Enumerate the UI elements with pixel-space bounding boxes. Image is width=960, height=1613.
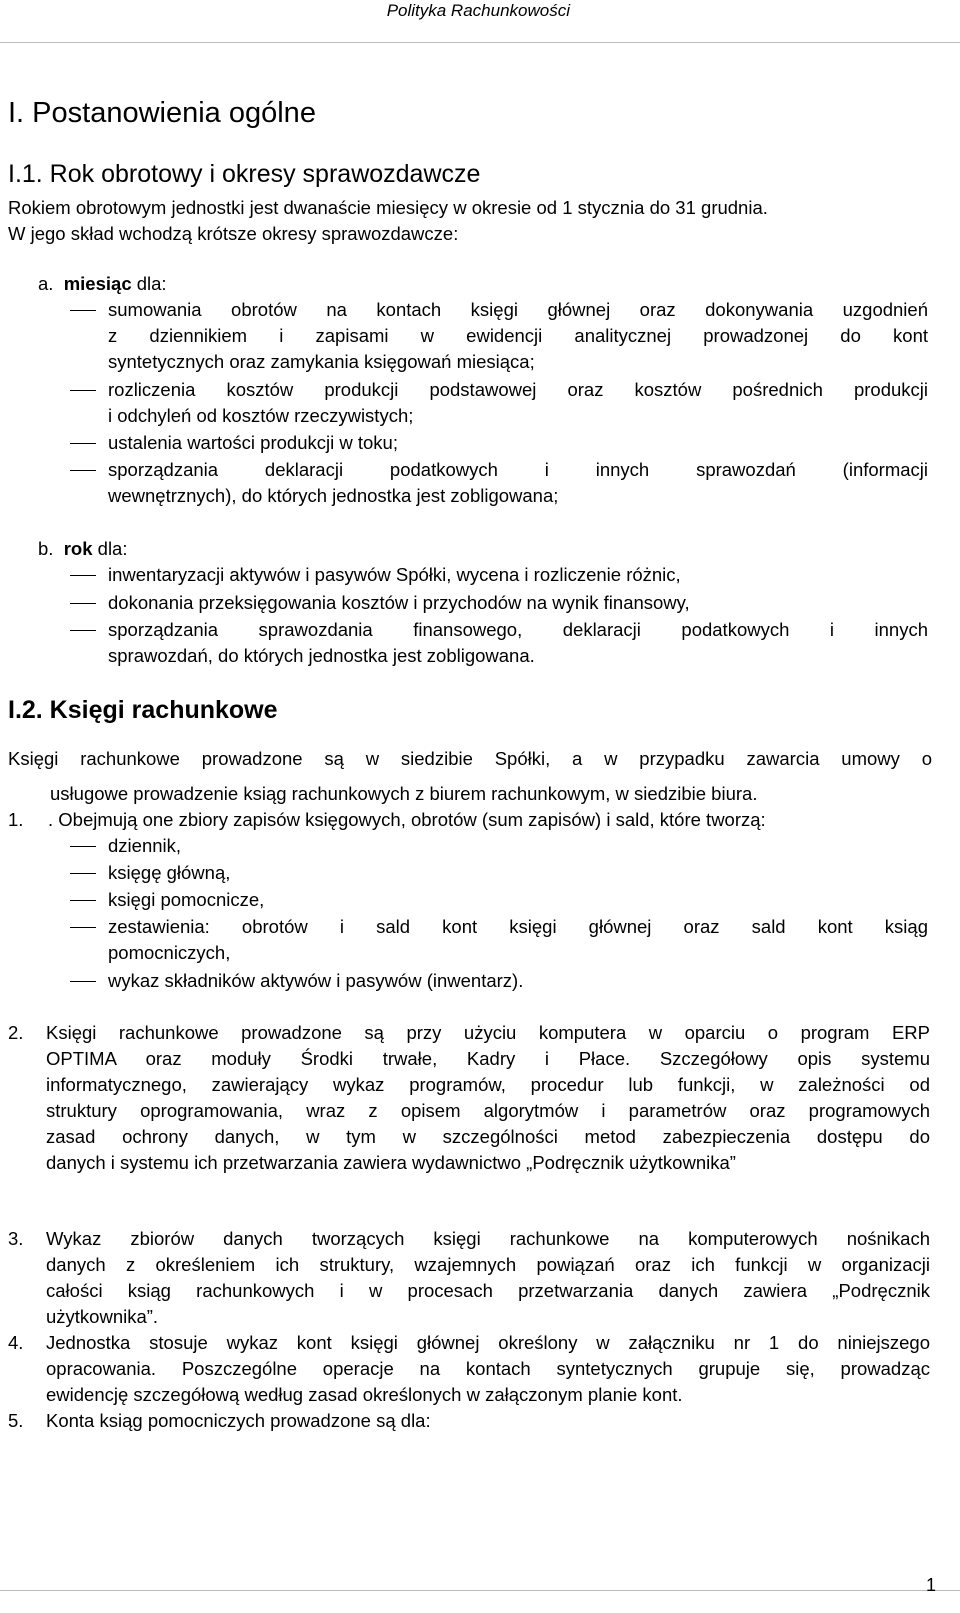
list-item-line: wykaz składników aktywów i pasywów (inwentarz).	[108, 970, 524, 991]
dash-icon	[70, 630, 96, 631]
dash-icon	[70, 603, 96, 604]
list-b-suffix: dla:	[92, 538, 128, 559]
list-item-line: księgę główną,	[108, 862, 231, 883]
dash-icon	[70, 900, 96, 901]
list-item-line: wewnętrznych), do których jednostka jest zobligowana;	[108, 485, 559, 506]
list-item-line: sporządzania sprawozdania finansowego, deklaracji podatkowych i innych	[108, 619, 928, 640]
p3-number: 3.	[8, 1228, 24, 1249]
dash-icon	[70, 981, 96, 982]
list-b-heading	[38, 536, 127, 562]
p2-line: OPTIMA oraz moduły Środki trwałe, Kadry i Płace. Szczegółowy opis systemu	[46, 1048, 930, 1069]
section-heading: I. Postanowienia ogólne	[8, 97, 316, 129]
p2-line: Księgi rachunkowe prowadzone są przy użyciu komputera w oparciu o program ERP	[46, 1022, 930, 1043]
list-item-line: ustalenia wartości produkcji w toku;	[108, 432, 398, 453]
p5-line: Konta ksiąg pomocniczych prowadzone są dla:	[46, 1410, 431, 1431]
list-item-line: dziennik,	[108, 835, 182, 856]
list-item-line: sumowania obrotów na kontach księgi głównej oraz dokonywania uzgodnień	[108, 299, 928, 320]
page-number: 1	[925, 1575, 936, 1595]
p2-line: danych i systemu ich przetwarzania zawiera wydawnictwo „Podręcznik użytkownika”	[46, 1152, 736, 1173]
p2-line: struktury oprogramowania, wraz z opisem algorytmów i parametrów oraz programowych	[46, 1100, 930, 1121]
p4-number: 4.	[8, 1332, 24, 1353]
ksiegi-line-2: usługowe prowadzenie ksiąg rachunkowych z biurem rachunkowym, w siedzibie biura.	[50, 783, 758, 804]
p1-text: . Obejmują one zbiory zapisów księgowych, obrotów (sum zapisów) i sald, które tworzą:	[48, 809, 766, 830]
list-item-line: zestawienia: obrotów i sald kont księgi głównej oraz sald kont ksiąg	[108, 916, 928, 937]
list-item-line: i odchyleń od kosztów rzeczywistych;	[108, 405, 414, 426]
list-a-heading	[38, 271, 167, 297]
page-header	[0, 0, 960, 43]
list-item-line: sprawozdań, do których jednostka jest zobligowana.	[108, 645, 535, 666]
intro-line-2: W jego skład wchodzą krótsze okresy sprawozdawcze:	[8, 223, 459, 244]
list-item-line: z dziennikiem i zapisami w ewidencji analitycznej prowadzonej do kont	[108, 325, 928, 346]
list-b-marker: b.	[38, 538, 54, 559]
p2-line: informatycznego, zawierający wykaz programów, procedur lub funkcji, w zależności od	[46, 1074, 930, 1095]
dash-icon	[70, 846, 96, 847]
list-a-keyword: miesiąc	[63, 273, 132, 294]
dash-icon	[70, 927, 96, 928]
p2-line: zasad ochrony danych, w tym w szczególności metod zabezpieczenia dostępu do	[46, 1126, 930, 1147]
list-b-keyword: rok	[63, 538, 93, 559]
footer-line	[0, 1590, 960, 1591]
header-title: Polityka Rachunkowości	[386, 1, 570, 20]
p3-line: danych z określeniem ich struktury, wzajemnych powiązań oraz ich funkcji w organizacji	[46, 1254, 930, 1275]
dash-icon	[70, 390, 96, 391]
dash-icon	[70, 575, 96, 576]
list-item-line: inwentaryzacji aktywów i pasywów Spółki, wycena i rozliczenie różnic,	[108, 564, 681, 585]
subsection-heading-2: I.2. Księgi rachunkowe	[8, 696, 278, 724]
p3-line: użytkownika”.	[46, 1306, 159, 1327]
p5-number: 5.	[8, 1410, 24, 1431]
p3-line: Wykaz zbiorów danych tworzących księgi rachunkowe na komputerowych nośnikach	[46, 1228, 930, 1249]
p2-number: 2.	[8, 1022, 24, 1043]
list-a-marker: a.	[38, 273, 54, 294]
dash-icon	[70, 873, 96, 874]
p4-line: ewidencję szczegółową według zasad określonych w załączonym planie kont.	[46, 1384, 683, 1405]
list-item-line: dokonania przeksięgowania kosztów i przychodów na wynik finansowy,	[108, 592, 690, 613]
list-item-line: sporządzania deklaracji podatkowych i innych sprawozdań (informacji	[108, 459, 928, 480]
subsection-heading-1: I.1. Rok obrotowy i okresy sprawozdawcze	[8, 160, 481, 188]
p4-line: Jednostka stosuje wykaz kont księgi głównej określony w załączniku nr 1 do niniejszego	[46, 1332, 930, 1353]
dash-icon	[70, 443, 96, 444]
list-item-line: księgi pomocnicze,	[108, 889, 265, 910]
p3-line: całości ksiąg rachunkowych i w procesach przetwarzania danych zawiera „Podręcznik	[46, 1280, 930, 1301]
ksiegi-line-1: Księgi rachunkowe prowadzone są w siedzibie Spółki, a w przypadku zawarcia umowy o	[8, 748, 932, 769]
list-item-line: pomocniczych,	[108, 942, 231, 963]
dash-icon	[70, 310, 96, 311]
list-item-line: syntetycznych oraz zamykania księgowań miesiąca;	[108, 351, 535, 372]
intro-line-1: Rokiem obrotowym jednostki jest dwanaście miesięcy w okresie od 1 stycznia do 31 grudnia.	[8, 197, 768, 218]
list-a-suffix: dla:	[131, 273, 167, 294]
p1-number: 1.	[8, 809, 24, 830]
dash-icon	[70, 470, 96, 471]
p4-line: opracowania. Poszczególne operacje na kontach syntetycznych grupuje się, prowadząc	[46, 1358, 930, 1379]
list-item-line: rozliczenia kosztów produkcji podstawowej oraz kosztów pośrednich produkcji	[108, 379, 928, 400]
